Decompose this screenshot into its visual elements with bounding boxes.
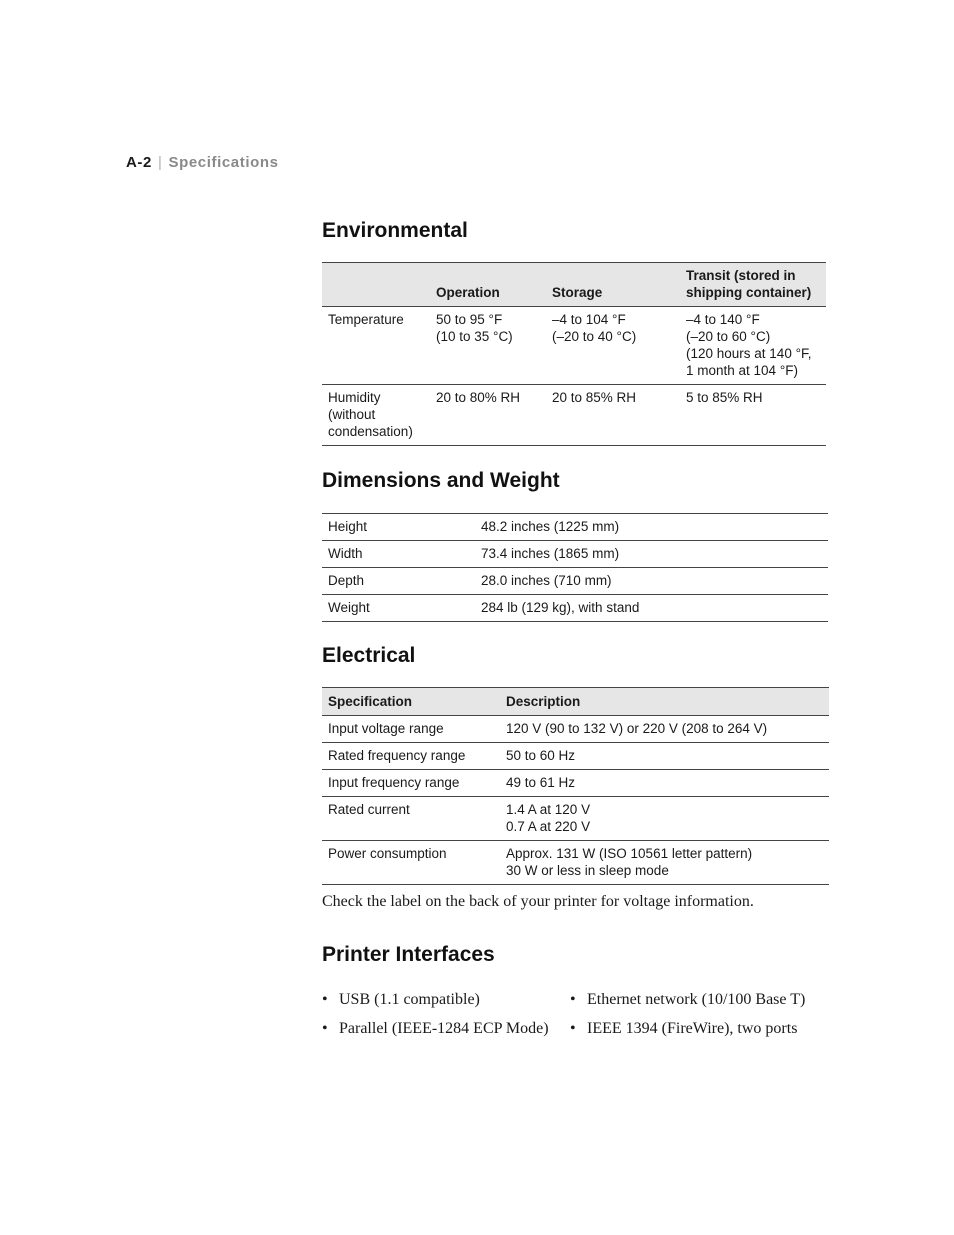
interface-label: Parallel (IEEE-1284 ECP Mode) — [339, 1020, 549, 1037]
interfaces-list-right — [570, 990, 805, 1048]
bullet: • — [570, 1020, 576, 1037]
bullet: • — [570, 991, 576, 1008]
list-item — [322, 1019, 549, 1048]
row-value: 73.4 inches (1865 mm) — [481, 546, 620, 561]
column-header-description: Description — [506, 694, 581, 709]
table-row — [322, 541, 828, 568]
environmental-table — [322, 262, 826, 446]
chapter-title: Specifications — [168, 154, 279, 171]
row-value: 28.0 inches (710 mm) — [481, 573, 612, 588]
interfaces-heading: Printer Interfaces — [322, 943, 495, 966]
bullet: • — [322, 991, 328, 1008]
interface-label: IEEE 1394 (FireWire), two ports — [587, 1020, 798, 1037]
row-label: Input frequency range — [328, 775, 460, 790]
running-head-separator: | — [157, 154, 163, 171]
row-value: 50 to 60 Hz — [506, 748, 576, 763]
row-value: 1.4 A at 120 V 0.7 A at 220 V — [506, 802, 591, 834]
column-header-operation: Operation — [436, 285, 500, 300]
table-row — [322, 514, 828, 541]
running-head — [126, 154, 279, 171]
row-label: Height — [328, 519, 368, 534]
table-row — [322, 595, 828, 622]
column-header-transit: Transit (stored in shipping container) — [686, 268, 812, 300]
row-value: 48.2 inches (1225 mm) — [481, 519, 620, 534]
cell-transit: –4 to 140 °F (–20 to 60 °C) (120 hours at 140 °F, 1 month at 104 °F) — [686, 312, 812, 378]
list-item — [570, 990, 805, 1019]
row-label: Depth — [328, 573, 365, 588]
cell-storage: 20 to 85% RH — [552, 390, 637, 405]
row-value: 120 V (90 to 132 V) or 220 V (208 to 264 V) — [506, 721, 768, 736]
table-row — [322, 797, 829, 841]
column-header — [322, 263, 430, 307]
dimensions-table — [322, 513, 828, 622]
electrical-table — [322, 687, 829, 885]
cell-storage: –4 to 104 °F (–20 to 40 °C) — [552, 312, 637, 344]
table-row — [322, 568, 828, 595]
list-item — [570, 1019, 805, 1048]
cell-operation: 20 to 80% RH — [436, 390, 521, 405]
table-header-row — [322, 263, 826, 307]
column-header-storage: Storage — [552, 285, 603, 300]
cell-transit: 5 to 85% RH — [686, 390, 763, 405]
table-row — [322, 841, 829, 885]
table-row — [322, 385, 826, 446]
electrical-heading: Electrical — [322, 644, 416, 667]
interface-label: USB (1.1 compatible) — [339, 991, 480, 1008]
row-label: Weight — [328, 600, 370, 615]
environmental-heading: Environmental — [322, 219, 468, 242]
table-row — [322, 307, 826, 385]
table-row — [322, 770, 829, 797]
row-value: Approx. 131 W (ISO 10561 letter pattern) 30 W or less in sleep mode — [506, 846, 753, 878]
column-header-specification: Specification — [328, 694, 413, 709]
cell-operation: 50 to 95 °F (10 to 35 °C) — [436, 312, 513, 344]
dimensions-heading: Dimensions and Weight — [322, 469, 560, 492]
row-value: 284 lb (129 kg), with stand — [481, 600, 640, 615]
page-number: A-2 — [126, 154, 152, 171]
row-label: Temperature — [328, 312, 404, 327]
list-item — [322, 990, 549, 1019]
table-header-row — [322, 688, 829, 716]
row-label: Rated frequency range — [328, 748, 466, 763]
row-label: Rated current — [328, 802, 410, 817]
table-row — [322, 743, 829, 770]
table-row — [322, 716, 829, 743]
row-label: Width — [328, 546, 363, 561]
row-label: Power consumption — [328, 846, 447, 861]
voltage-note: Check the label on the back of your printer for voltage information. — [322, 893, 754, 910]
row-label: Input voltage range — [328, 721, 444, 736]
interfaces-list-left — [322, 990, 549, 1048]
row-value: 49 to 61 Hz — [506, 775, 576, 790]
bullet: • — [322, 1020, 328, 1037]
interface-label: Ethernet network (10/100 Base T) — [587, 991, 806, 1008]
row-label: Humidity (without condensation) — [328, 390, 413, 439]
